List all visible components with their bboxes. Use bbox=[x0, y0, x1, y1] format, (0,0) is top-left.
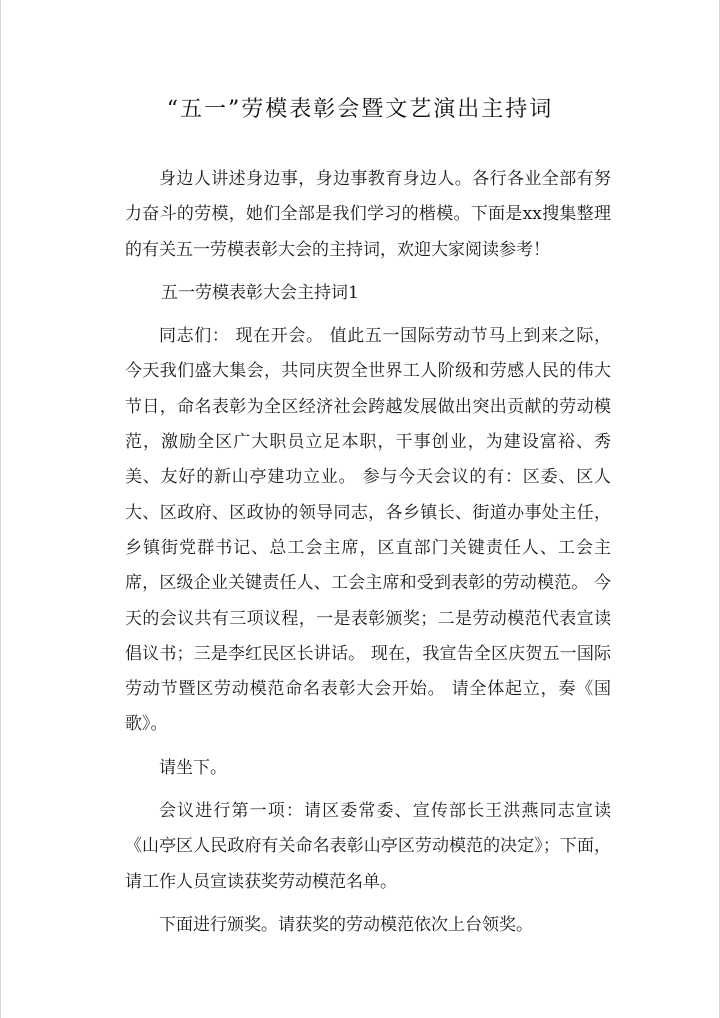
award-paragraph: 下面进行颁奖。请获奖的劳动模范依次上台领奖。 bbox=[159, 914, 533, 935]
section-subheading: 五一劳模表彰大会主持词1 bbox=[161, 282, 359, 303]
document-title: “五一”劳模表彰会暨文艺演出主持词 bbox=[166, 97, 554, 122]
agenda-item-one-paragraph: 会议进行第一项：请区委常委、宣传部长王洪燕同志宣读《山亭区人民政府有关命名表彰山亭区劳动模范的决定》；下面，请工作人员宣读获奖劳动模范名单。 bbox=[125, 801, 611, 892]
intro-paragraph: 身边人讲述身边事，身边事教育身边人。各行各业全部有努力奋斗的劳模，她们全部是我们学习的楷模。下面是xx搜集整理的有关五一劳模表彰大会的主持词，欢迎大家阅读参考！ bbox=[125, 169, 611, 260]
sit-down-paragraph: 请坐下。 bbox=[159, 757, 227, 778]
document-body bbox=[125, 162, 611, 943]
speech-paragraph: 同志们： 现在开会。 值此五一国际劳动节马上到来之际，今天我们盛大集会，共同庆贺全世界工人阶级和劳感人民的伟大节日，命名表彰为全区经济社会跨越发展做出突出贡献的劳动模范，激励全区广大职员立足本职，干事创业，为建设富裕、秀美、友好的新山亭建功立业。 参与今天会议的有：区委、区人大、区政府、区政协的领导同志，各乡镇长、街道办事处主任，乡镇街党群书记、总工会主席，区直部门关键责任人、工会主席，区级企业关键责任人、工会主席和受到表彰的劳动模范。 今天的会议共有三项议程，一是表彰颁奖；二是劳动模范代表宣读倡议书；三是李红民区长讲话。 现在，我宣告全区庆贺五一国际劳动节暨区劳动模范命名表彰大会开始。 请全体起立，奏《国歌》。 bbox=[125, 326, 611, 735]
